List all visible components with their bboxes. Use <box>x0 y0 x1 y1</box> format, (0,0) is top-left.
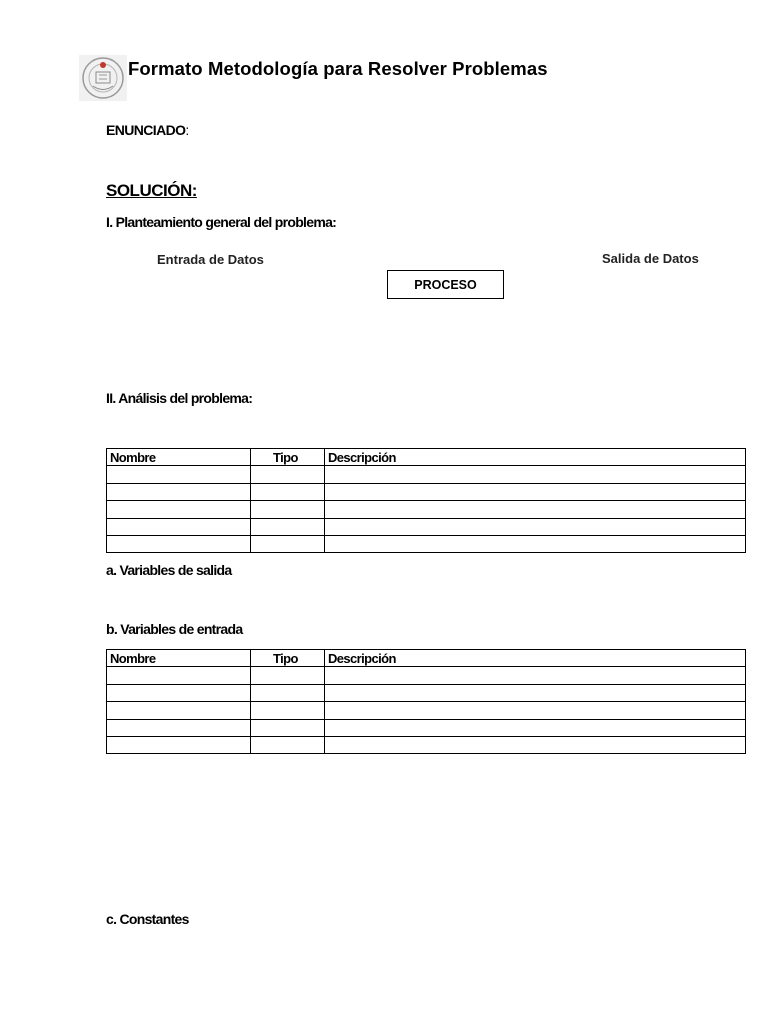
table-cell[interactable] <box>251 483 325 500</box>
table-cell[interactable] <box>325 501 746 518</box>
table-row <box>107 719 746 736</box>
column-header-descripcion: Descripción <box>325 650 746 667</box>
table-row <box>107 667 746 684</box>
table-cell[interactable] <box>325 702 746 719</box>
table-header-row <box>107 449 746 466</box>
salida-de-datos-label: Salida de Datos <box>602 251 699 266</box>
table-cell[interactable] <box>107 667 251 684</box>
section1-title: I. Planteamiento general del problema: <box>106 214 337 230</box>
entrada-de-datos-label: Entrada de Datos <box>157 252 264 267</box>
column-header-tipo: Tipo <box>251 650 325 667</box>
table-cell[interactable] <box>107 483 251 500</box>
table-cell[interactable] <box>325 736 746 753</box>
table-cell[interactable] <box>107 719 251 736</box>
table-cell[interactable] <box>107 702 251 719</box>
table-cell[interactable] <box>325 535 746 552</box>
table-cell[interactable] <box>107 736 251 753</box>
column-header-descripcion: Descripción <box>325 449 746 466</box>
variables-table-1 <box>106 448 746 553</box>
section2-title: II. Análisis del problema: <box>106 390 253 406</box>
table-cell[interactable] <box>107 535 251 552</box>
enunciado-text: ENUNCIADO <box>106 122 186 138</box>
variables-table-2 <box>106 649 746 754</box>
table-cell[interactable] <box>251 518 325 535</box>
table-cell[interactable] <box>325 684 746 701</box>
proceso-box <box>387 270 504 299</box>
table-cell[interactable] <box>251 736 325 753</box>
table-cell[interactable] <box>251 667 325 684</box>
table-cell[interactable] <box>251 684 325 701</box>
table-row <box>107 684 746 701</box>
enunciado-colon: : <box>185 122 189 138</box>
page-title: Formato Metodología para Resolver Problemas <box>128 58 548 79</box>
table-cell[interactable] <box>251 466 325 483</box>
table-cell[interactable] <box>325 719 746 736</box>
table-row <box>107 702 746 719</box>
table-cell[interactable] <box>251 501 325 518</box>
table-cell[interactable] <box>325 518 746 535</box>
column-header-nombre: Nombre <box>107 449 251 466</box>
university-seal-icon <box>79 55 127 101</box>
table-cell[interactable] <box>251 702 325 719</box>
column-header-tipo: Tipo <box>251 449 325 466</box>
table-cell[interactable] <box>251 719 325 736</box>
table-row <box>107 466 746 483</box>
table-cell[interactable] <box>107 518 251 535</box>
enunciado-label <box>106 122 189 138</box>
variables-de-salida-label: a. Variables de salida <box>106 562 232 578</box>
table-row <box>107 483 746 500</box>
table-cell[interactable] <box>325 466 746 483</box>
table-header-row <box>107 650 746 667</box>
constantes-label: c. Constantes <box>106 911 189 927</box>
table-row <box>107 535 746 552</box>
table-row <box>107 518 746 535</box>
variables-de-entrada-label: b. Variables de entrada <box>106 621 243 637</box>
solucion-heading: SOLUCIÓN: <box>106 181 197 200</box>
table-cell[interactable] <box>107 466 251 483</box>
table-cell[interactable] <box>107 501 251 518</box>
table-row <box>107 501 746 518</box>
table-cell[interactable] <box>325 483 746 500</box>
column-header-nombre: Nombre <box>107 650 251 667</box>
table-row <box>107 736 746 753</box>
proceso-label: PROCESO <box>414 277 477 292</box>
table-cell[interactable] <box>251 535 325 552</box>
table-cell[interactable] <box>325 667 746 684</box>
table-cell[interactable] <box>107 684 251 701</box>
